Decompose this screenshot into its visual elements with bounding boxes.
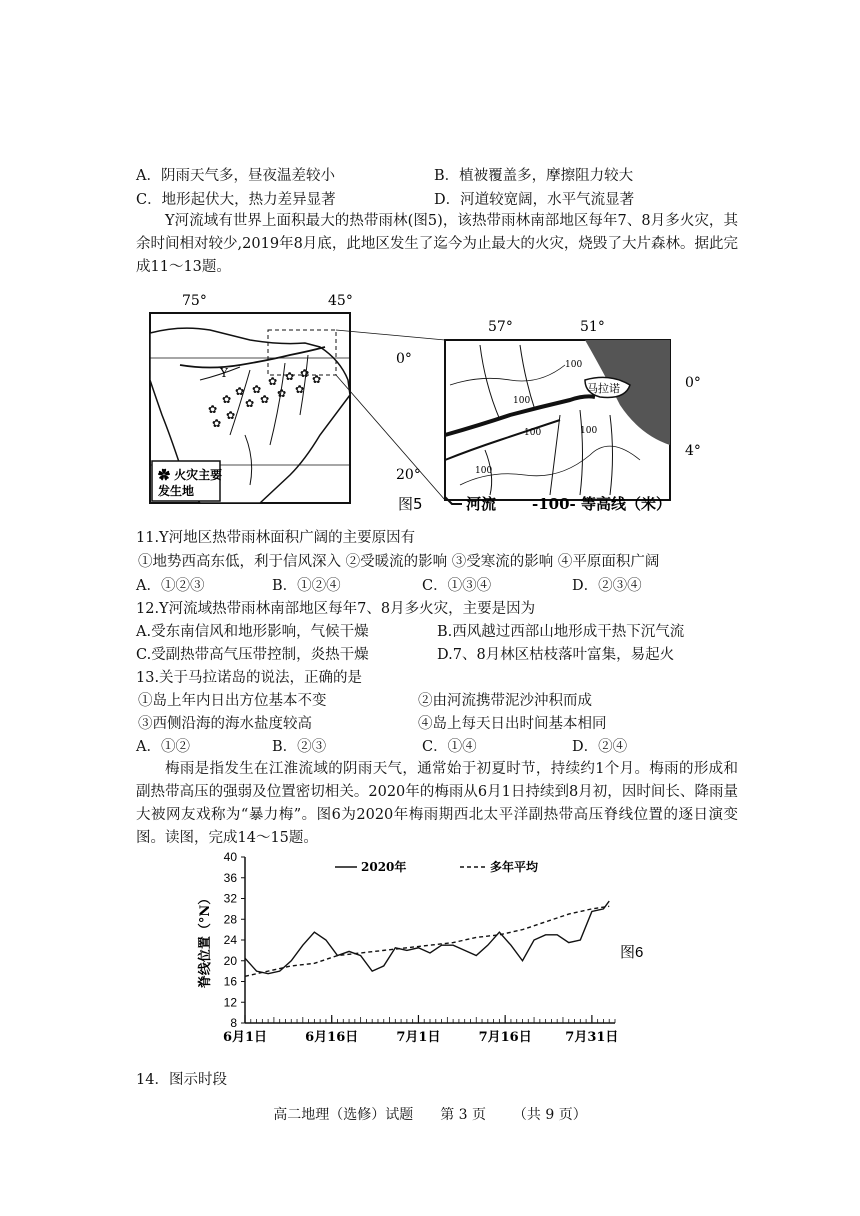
x-tick-label: 7月31日 (565, 1030, 619, 1045)
q13-option-a: A．①② (136, 739, 190, 755)
legend-label-2020: 2020年 (361, 860, 407, 874)
page-footer (0, 1104, 860, 1124)
fig5-left-map (150, 293, 421, 503)
fig5-lat-0-right: 0° (685, 375, 701, 391)
fig5-legend-fire: ✿ 火灾主要 (158, 468, 223, 482)
svg-text:✿: ✿ (260, 393, 270, 406)
fig5-island-label: 马拉诺 (587, 382, 620, 395)
q13-statement-1: ①岛上年内日出方位基本不变 (138, 693, 327, 709)
svg-text:✿: ✿ (295, 383, 305, 396)
y-tick-label: 40 (223, 850, 237, 864)
q13-statement-4: ④岛上每天日出时间基本相同 (418, 716, 607, 732)
y-tick-label: 20 (223, 953, 237, 968)
q13-option-c: C．①④ (422, 739, 477, 755)
svg-text:✿: ✿ (268, 375, 278, 388)
footer-page: 第 3 页 (440, 1107, 486, 1123)
fig5-river-y: Y (220, 366, 228, 380)
fig5-contour-3: 100 (524, 428, 542, 438)
svg-text:✿: ✿ (235, 385, 245, 398)
y-tick-label: 24 (223, 933, 237, 947)
q13-statement-3: ③西侧沿海的海水盐度较高 (138, 716, 312, 732)
q12-option-c: C.受副热带高气压带控制，炎热干燥 (136, 647, 369, 663)
q12-option-d: D.7、8月林区枯枝落叶富集，易起火 (437, 647, 675, 663)
fig5-lon-75: 75° (182, 293, 207, 309)
svg-text:✿: ✿ (285, 370, 295, 383)
q13-statement-2: ②由河流携带泥沙沖积而成 (418, 693, 592, 709)
passage-meiyu: 梅雨是指发生在江淮流域的阴雨天气，通常始于初夏时节，持续约1个月。梅雨的形成和副热带高压的强弱及位置密切相关。2020年的梅雨从6月1日持续到8月初，因时间长、降雨量大被网友戏称为“暴力梅”。图6为2020年梅雨期西北太平洋副热带高压脊线位置的逐日演变图。读图，完成14～15题。 (136, 761, 738, 846)
fig5-contour-1: 100 (565, 360, 583, 370)
footer-subject: 高二地理（选修）试题 (273, 1107, 414, 1123)
q11-statements: ①地势西高东低，利于信风深入 ②受暖流的影响 ③受寒流的影响 ④平原面积广阔 (138, 554, 660, 570)
q13-option-b: B．②③ (272, 739, 327, 755)
fig5-lat-0-left: 0° (396, 351, 412, 367)
q11-option-b: B．①②④ (272, 578, 341, 594)
fig5-lat-4: 4° (685, 443, 701, 459)
fig5-lat-20: 20° (396, 467, 421, 483)
q11-option-d: D．②③④ (572, 578, 642, 594)
x-tick-label: 6月16日 (305, 1030, 359, 1045)
fig5-lon-45: 45° (328, 293, 353, 309)
x-tick-label: 6月1日 (222, 1030, 268, 1045)
y-tick-label: 12 (223, 995, 237, 1010)
y-axis-label: 脊线位置（°N） (198, 891, 213, 989)
q13-stem: 13.关于马拉诺岛的说法，正确的是 (136, 670, 363, 686)
svg-text:✿: ✿ (212, 417, 222, 430)
q11-stem: 11.Y河地区热带雨林面积广阔的主要原因有 (136, 530, 416, 546)
fig5-right-map (445, 319, 701, 500)
figure-6-chart (195, 845, 665, 1055)
y-tick-label: 32 (223, 891, 237, 906)
fig5-lon-57: 57° (488, 319, 513, 335)
passage-amazon: Y河流域有世界上面积最大的热带雨林(图5)，该热带雨林南部地区每年7、8月多火灾，其余时间相对较少,2019年8月底，此地区发生了迄今为止最大的火灾，烧毁了大片森林。据此完成11～13题。 (136, 213, 738, 275)
q10-option-b: B．植被覆盖多，摩擦阻力较大 (434, 168, 634, 184)
svg-text:✿: ✿ (245, 397, 255, 410)
fig5-contour-5: 100 (475, 466, 493, 476)
fig5-legend-river: 河流 (466, 495, 497, 513)
legend-label-average: 多年平均 (490, 860, 539, 874)
footer-total: （共 9 页） (512, 1107, 587, 1123)
q14-stem: 14．图示时段 (136, 1072, 227, 1088)
x-tick-label: 7月1日 (396, 1030, 441, 1045)
fig5-lon-51: 51° (580, 319, 605, 335)
y-tick-label: 36 (223, 870, 237, 885)
fig5-caption: 图5 (398, 495, 423, 513)
series-line-1 (245, 906, 609, 976)
q10-option-c: C．地形起伏大，热力差异显著 (136, 192, 336, 208)
q12-option-a: A.受东南信风和地形影响，气候干燥 (136, 624, 369, 640)
q11-option-c: C．①③④ (422, 578, 492, 594)
svg-text:✿: ✿ (222, 393, 232, 406)
q11-option-a: A．①②③ (136, 578, 205, 594)
svg-text:✿: ✿ (312, 373, 322, 386)
svg-text:发生地: 发生地 (158, 484, 195, 498)
svg-text:✿: ✿ (277, 387, 287, 400)
q12-stem: 12.Y河流域热带雨林南部地区每年7、8月多火灾，主要是因为 (136, 601, 536, 617)
q10-option-a: A．阴雨天气多，昼夜温差较小 (136, 168, 335, 184)
figure-5 (140, 285, 720, 515)
svg-text:✿: ✿ (252, 383, 262, 396)
svg-text:✿: ✿ (300, 367, 310, 380)
q13-option-d: D．②④ (572, 739, 628, 755)
fig5-contour-4: 100 (580, 426, 598, 436)
y-tick-label: 16 (223, 974, 237, 989)
fig5-contour-2: 100 (513, 396, 531, 406)
figure-6-caption: 图6 (620, 944, 644, 961)
series-line-0 (245, 901, 609, 974)
svg-text:✿: ✿ (226, 409, 236, 422)
svg-text:✿: ✿ (208, 403, 218, 416)
fig5-legend-contour: -100- 等高线（米） (532, 495, 671, 513)
x-tick-label: 7月16日 (478, 1030, 532, 1045)
q12-option-b: B.西风越过西部山地形成干热下沉气流 (437, 624, 685, 640)
q10-option-d: D．河道较宽阔，水平气流显著 (434, 192, 635, 208)
y-tick-label: 28 (223, 912, 237, 927)
y-tick-label: 8 (230, 1016, 237, 1030)
